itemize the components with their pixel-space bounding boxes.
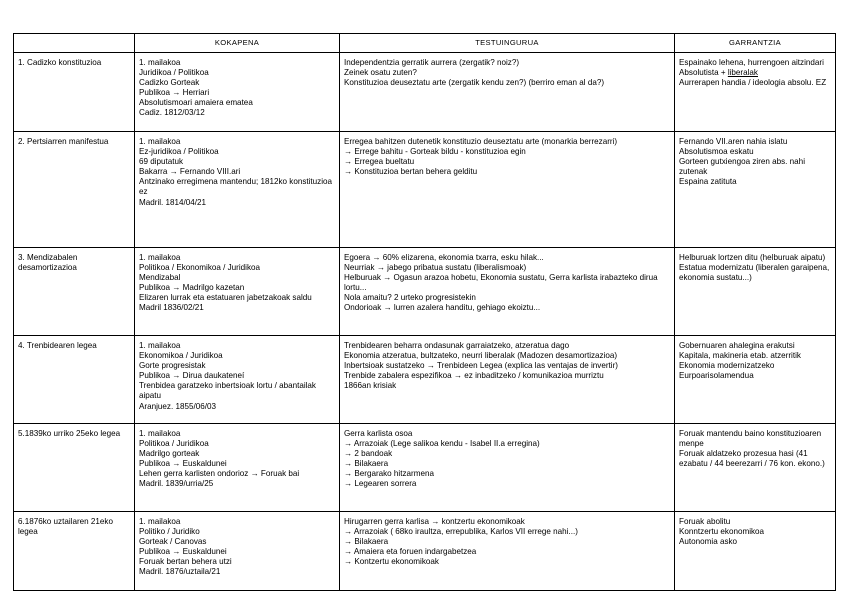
cell-line: → Erregea bueltatu: [344, 157, 415, 167]
cell-testuingurua: [340, 132, 675, 248]
cell-line: → Konstituzioa bertan behera gelditu: [344, 167, 478, 177]
table-row: [14, 424, 836, 512]
cell-line: Konstituzioa deuseztatu arte (zergatik kendu zen?) (berriro eman al da?): [344, 78, 605, 88]
header-empty: [14, 34, 135, 53]
cell-line: 1. mailakoa: [139, 517, 181, 526]
cell-line: Publikoa → Herriari: [139, 88, 210, 98]
cell-garrantzia: [675, 132, 836, 248]
cell-line: Espaina zatituta: [679, 177, 737, 187]
cell-testuingurua: [340, 424, 675, 512]
cell-line: 1866an krisiak: [344, 381, 397, 391]
cell-line: Ondorioak → lurren azalera handitu, gehiago ekoiztu...: [344, 303, 541, 313]
cell-line: Cadiz. 1812/03/12: [139, 108, 205, 118]
cell-testuingurua: [340, 336, 675, 424]
cell-garrantzia: [675, 53, 836, 132]
cell-line: Trenbide zabalera espezifikoa → ez inbaditzeko / komunikazioa murriztu: [344, 371, 604, 381]
table-row: [14, 132, 836, 248]
cell-line: Publikoa → Dirua daukateneí: [139, 371, 245, 381]
cell-testuingurua: [340, 53, 675, 132]
cell-line: 1. mailakoa: [139, 58, 181, 67]
header-garrantzia: GARRANTZIA: [675, 34, 836, 53]
cell-line: Madril. 1814/04/21: [139, 197, 207, 207]
cell-line: Foruak mantendu baino konstituzioaren menpe: [679, 429, 822, 449]
cell-line: Elizaren lurrak eta estatuaren jabetzakoak saldu: [139, 293, 312, 303]
cell-line: Trenbidea garatzeko inbertsioak lortu / abantailak aipatu: [139, 381, 316, 401]
table-row: [14, 336, 836, 424]
cell-line: Nola amaitu? 2 urteko progresistekin: [344, 293, 476, 303]
cell-line: Publikoa → Madrilgo kazetan: [139, 283, 245, 293]
cell-line: Autonomia asko: [679, 537, 738, 547]
cell-line: Neurriak → jabego pribatua sustatu (liberalismoak): [344, 263, 527, 273]
cell-line: Egoera → 60% elizarena, ekonomia txarra, esku hilak...: [344, 253, 544, 262]
cell-garrantzia: [675, 248, 836, 336]
cell-line: → Kontzertu ekonomikoak: [344, 557, 439, 567]
cell-line: Madrilgo gorteak: [139, 449, 200, 459]
table-row: [14, 512, 836, 591]
cell-line: → Bilakaera: [344, 459, 389, 469]
cell-line: Mendizabal: [139, 273, 181, 283]
cell-line: Konntzertu ekonomikoa: [679, 527, 765, 537]
cell-garrantzia: [675, 424, 836, 512]
cell-line: Eurpoarisolamendua: [679, 371, 754, 381]
history-summary-table: [13, 33, 836, 591]
cell-line: Ez-juridikoa / Politikoa: [139, 147, 219, 157]
cell-garrantzia: [675, 336, 836, 424]
cell-line: 69 diputatuk: [139, 157, 184, 167]
cell-line: Independentzia gerratik aurrera (zergatik? noiz?): [344, 58, 520, 67]
cell-line: Ekonomia modernizatzeko: [679, 361, 775, 371]
cell-line: Fernando VII.aren nahia islatu: [679, 137, 788, 146]
header-kokapena: KOKAPENA: [135, 34, 340, 53]
cell-line: Madril. 1839/urria/25: [139, 479, 214, 489]
row-title: 6.1876ko uztailaren 21eko legea: [14, 512, 135, 591]
cell-line: Espainako lehena, hurrengoen aitzindari: [679, 58, 824, 67]
cell-line: 1. mailakoa: [139, 137, 181, 146]
cell-line: Gorteen gutxiengoa ziren abs. nahi zutenak: [679, 157, 805, 177]
cell-line: Aurrerapen handia / ideologia absolu. EZ: [679, 78, 827, 88]
table-row: [14, 248, 836, 336]
cell-line: Estatua modernizatu (liberalen garaipena, ekonomia sustatu...): [679, 263, 830, 283]
cell-line: 1. mailakoa: [139, 341, 181, 350]
cell-line: Antzinako erregimena mantendu; 1812ko konstituzioa ez: [139, 177, 333, 197]
cell-line: [679, 68, 831, 78]
cell-garrantzia: [675, 512, 836, 591]
cell-line: Helburuak → Ogasun arazoa hobetu, Ekonomia sustatu, Gerra karlista irabazteko dirua lortu...: [344, 273, 658, 293]
cell-line: Politikoa / Ekonomikoa / Juridikoa: [139, 263, 261, 273]
cell-line: Inbertsioak sustatzeko → Trenbideen Legea (explica las ventajas de invertir): [344, 361, 618, 371]
header-row: [14, 34, 836, 53]
cell-line: Absolutismoari amaiera ematea: [139, 98, 253, 108]
cell-line: Gerra karlista osoa: [344, 429, 413, 438]
cell-kokapena: [135, 512, 340, 591]
cell-line: Juridikoa / Politikoa: [139, 68, 209, 78]
row-title: 2. Pertsiarren manifestua: [14, 132, 135, 248]
cell-line: Ekonomikoa / Juridikoa: [139, 351, 223, 361]
cell-line: Foruak bertan behera utzi: [139, 557, 232, 567]
cell-kokapena: [135, 248, 340, 336]
cell-line: Publikoa → Euskaldunei: [139, 459, 227, 469]
cell-line: Cadizko Gorteak: [139, 78, 200, 88]
row-title: 1. Cadizko konstituzioa: [14, 53, 135, 132]
cell-line: Ekonomia atzeratua, bultzateko, neurri liberalak (Madozen desamortizazioa): [344, 351, 618, 361]
cell-line: Madril 1836/02/21: [139, 303, 204, 313]
cell-line: Helburuak lortzen ditu (helburuak aipatu): [679, 253, 826, 262]
underlined-term: liberalak: [727, 68, 758, 78]
cell-testuingurua: [340, 248, 675, 336]
cell-line: → Amaiera eta foruen indargabetzea: [344, 547, 477, 557]
cell-kokapena: [135, 132, 340, 248]
row-title: 3. Mendizabalen desamortizazioa: [14, 248, 135, 336]
cell-kokapena: [135, 336, 340, 424]
cell-line-text: Absolutista +: [679, 68, 728, 78]
table-row: [14, 53, 836, 132]
cell-line: → Errege bahitu - Gorteak bildu - konstituzioa egin: [344, 147, 526, 157]
cell-line: Politiko / Juridiko: [139, 527, 200, 537]
cell-kokapena: [135, 53, 340, 132]
cell-line: → Arrazoiak ( 68ko iraultza, errepublika, Karlos VII errege nahi...): [344, 527, 578, 537]
cell-line: Hirugarren gerra karlisa → kontzertu ekonomikoak: [344, 517, 525, 526]
cell-line: 1. mailakoa: [139, 253, 181, 262]
cell-line: Kapitala, makineria etab. atzerritik: [679, 351, 801, 361]
cell-line: Gobernuaren ahalegina erakutsi: [679, 341, 795, 350]
cell-line: Lehen gerra karlisten ondorioz → Foruak bai: [139, 469, 300, 479]
cell-kokapena: [135, 424, 340, 512]
cell-line: Gorte progresistak: [139, 361, 206, 371]
cell-line: 1. mailakoa: [139, 429, 181, 438]
cell-line: → Bergarako hitzarmena: [344, 469, 434, 479]
cell-line: → Bilakaera: [344, 537, 389, 547]
cell-line: Foruak aldatzeko prozesua hasi (41 ezabatu / 44 beerezarri / 76 kon. ekono.): [679, 449, 825, 469]
cell-line: → 2 bandoak: [344, 449, 393, 459]
cell-line: Madril. 1876/uztaila/21: [139, 567, 221, 577]
cell-line: Erregea bahitzen dutenetik konstituzio deuseztatu arte (monarkia berrezarri): [344, 137, 618, 146]
cell-line: Politikoa / Juridikoa: [139, 439, 209, 449]
cell-line: Zeinek osatu zuten?: [344, 68, 417, 78]
cell-line: Aranjuez. 1855/06/03: [139, 401, 216, 411]
cell-testuingurua: [340, 512, 675, 591]
cell-line: Trenbidearen beharra ondasunak garraiatzeko, atzeratua dago: [344, 341, 570, 350]
row-title: 5.1839ko urriko 25eko legea: [14, 424, 135, 512]
cell-line: Gorteak / Canovas: [139, 537, 207, 547]
cell-line: Bakarra → Fernando VIII.ari: [139, 167, 241, 177]
cell-line: Absolutismoa eskatu: [679, 147, 754, 157]
row-title: 4. Trenbidearen legea: [14, 336, 135, 424]
cell-line: → Legearen sorrera: [344, 479, 417, 489]
cell-line: Foruak abolitu: [679, 517, 731, 526]
cell-line: Publikoa → Euskaldunei: [139, 547, 227, 557]
cell-line: → Arrazoiak (Lege salikoa kendu - Isabel II.a erregina): [344, 439, 540, 449]
header-testuingurua: TESTUINGURUA: [340, 34, 675, 53]
